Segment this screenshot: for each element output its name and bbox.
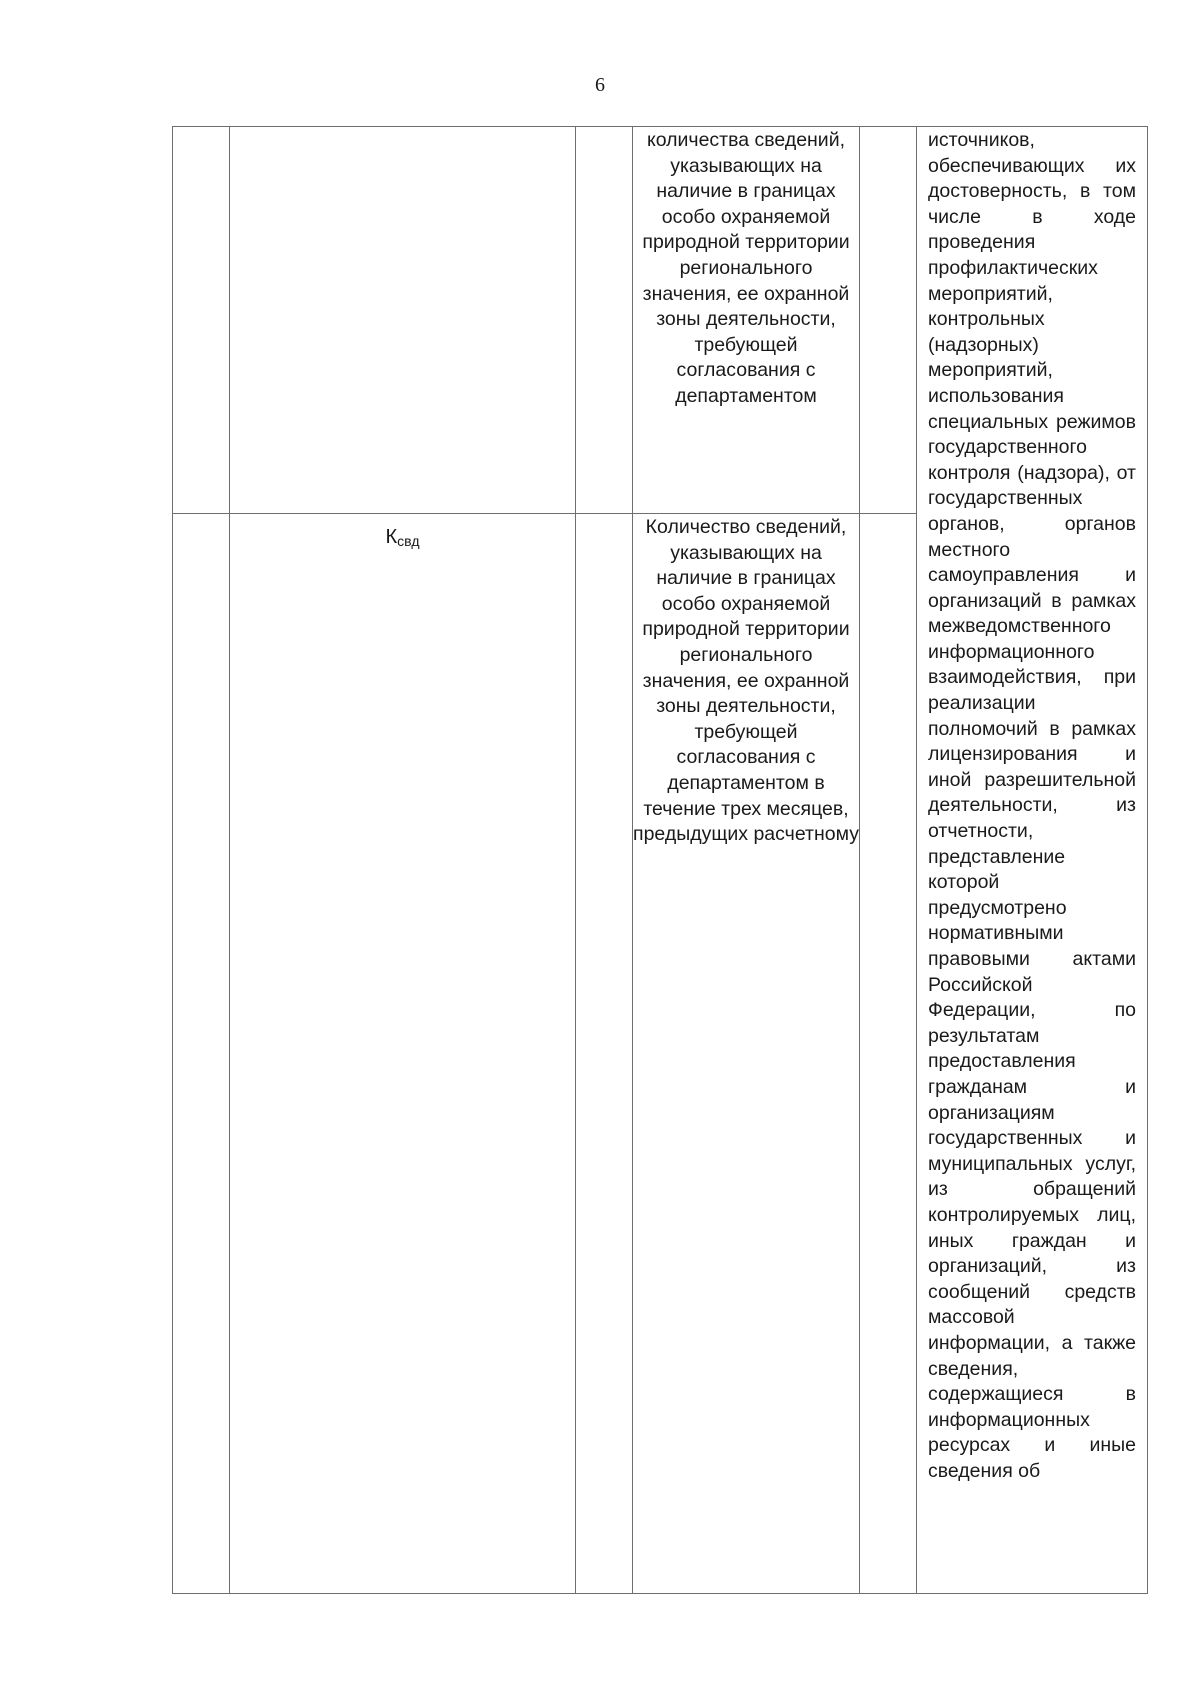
table-cell-empty	[860, 514, 917, 1594]
symbol-main: К	[385, 526, 398, 548]
table-cell-empty	[860, 127, 917, 514]
table-cell-empty	[576, 127, 633, 514]
table-cell-empty	[576, 514, 633, 1594]
table-cell-indicator: количества сведений, указывающих на наличие в границах особо охраняемой природной территории регионального значения, ее охранной зоны деятельности, требующей согласования с департаментом	[633, 127, 860, 514]
table-cell-indicator: Количество сведений, указывающих на наличие в границах особо охраняемой природной территории регионального значения, ее охранной зоны деятельности, требующей согласования с департаментом в течение трех месяцев, предыдущих расчетному	[633, 514, 860, 1594]
table-row	[173, 127, 1148, 514]
symbol-subscript: свд	[397, 533, 420, 549]
indicator-symbol	[230, 514, 576, 1594]
table-cell-number	[173, 127, 230, 514]
table-cell-number	[173, 514, 230, 1594]
table-cell-source: источников, обеспечивающих их достоверность, в том числе в ходе проведения профилактических мероприятий, контрольных (надзорных) мероприятий, использования специальных режимов государственного контроля (надзора), от государственных органов, органов местного самоуправления и организаций в рамках межведомственного информационного взаимодействия, при реализации полномочий в рамках лицензирования и иной разрешительной деятельности, из отчетности, представление которой предусмотрено нормативными правовыми актами Российской Федерации, по результатам предоставления гражданам и организациям государственных и муниципальных услуг, из обращений контролируемых лиц, иных граждан и организаций, из сообщений средств массовой информации, а также сведения, содержащиеся в информационных ресурсах и иные сведения об	[917, 127, 1148, 1594]
page-number: 6	[595, 74, 605, 96]
indicator-table	[172, 126, 1148, 1594]
table-cell-name	[230, 127, 576, 514]
